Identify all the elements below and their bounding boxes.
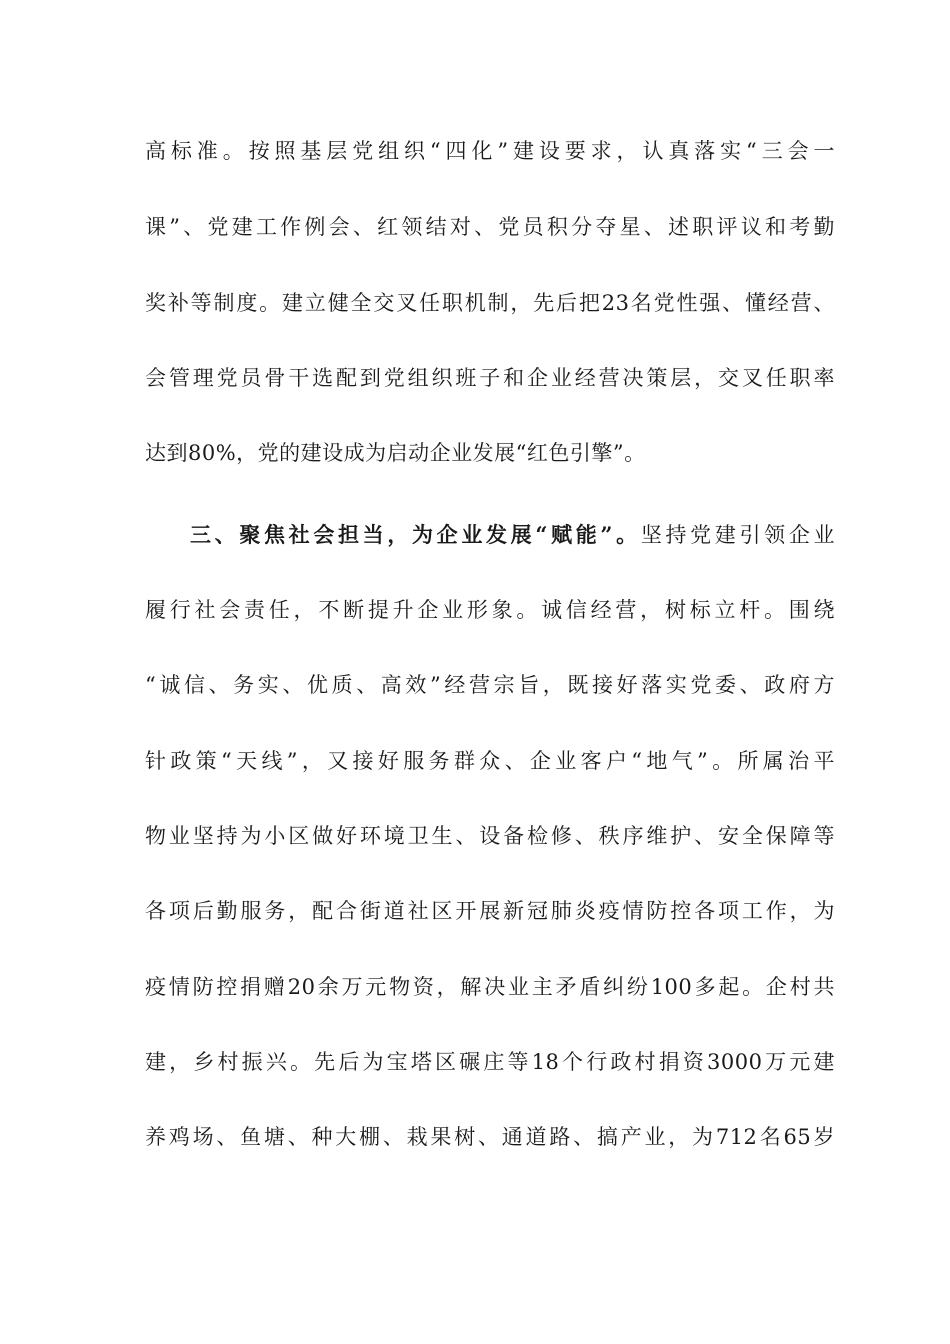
paragraph-line: 课”、党建工作例会、红领结对、党员积分夺星、述职评议和考勤 bbox=[145, 215, 835, 239]
paragraph-line: 达到80%，党的建设成为启动企业发展“红色引擎”。 bbox=[145, 441, 646, 465]
paragraph-line: 会管理党员骨干选配到党组织班子和企业经营决策层，交叉任职率 bbox=[145, 366, 835, 390]
paragraph-line: 物业坚持为小区做好环境卫生、设备检修、秩序维护、安全保障等 bbox=[145, 824, 835, 848]
section-heading-line bbox=[190, 515, 835, 555]
paragraph-line: 高标准。按照基层党组织“四化”建设要求，认真落实“三会一 bbox=[145, 139, 835, 163]
paragraph-line: 各项后勤服务，配合街道社区开展新冠肺炎疫情防控各项工作，为 bbox=[145, 899, 835, 923]
paragraph-line: 奖补等制度。建立健全交叉任职机制，先后把23名党性强、懂经营、 bbox=[145, 291, 835, 315]
paragraph-line: 针政策“天线”，又接好服务群众、企业客户“地气”。所属治平 bbox=[145, 749, 835, 773]
paragraph-line: 疫情防控捐赠20余万元物资，解决业主矛盾纠纷100多起。企村共 bbox=[145, 975, 835, 999]
heading-line-text: 坚持党建引领企业 bbox=[640, 523, 835, 547]
paragraph-line: 履行社会责任，不断提升企业形象。诚信经营，树标立杆。围绕 bbox=[145, 598, 835, 622]
paragraph-line: 建，乡村振兴。先后为宝塔区碾庄等18个行政村捐资3000万元建 bbox=[145, 1050, 835, 1074]
paragraph-line: “诚信、务实、优质、高效”经营宗旨，既接好落实党委、政府方 bbox=[145, 673, 835, 697]
section-heading: 三、聚焦社会担当，为企业发展“赋能”。 bbox=[190, 522, 641, 547]
paragraph-line: 养鸡场、鱼塘、种大棚、栽果树、通道路、搞产业，为712名65岁 bbox=[145, 1125, 835, 1149]
